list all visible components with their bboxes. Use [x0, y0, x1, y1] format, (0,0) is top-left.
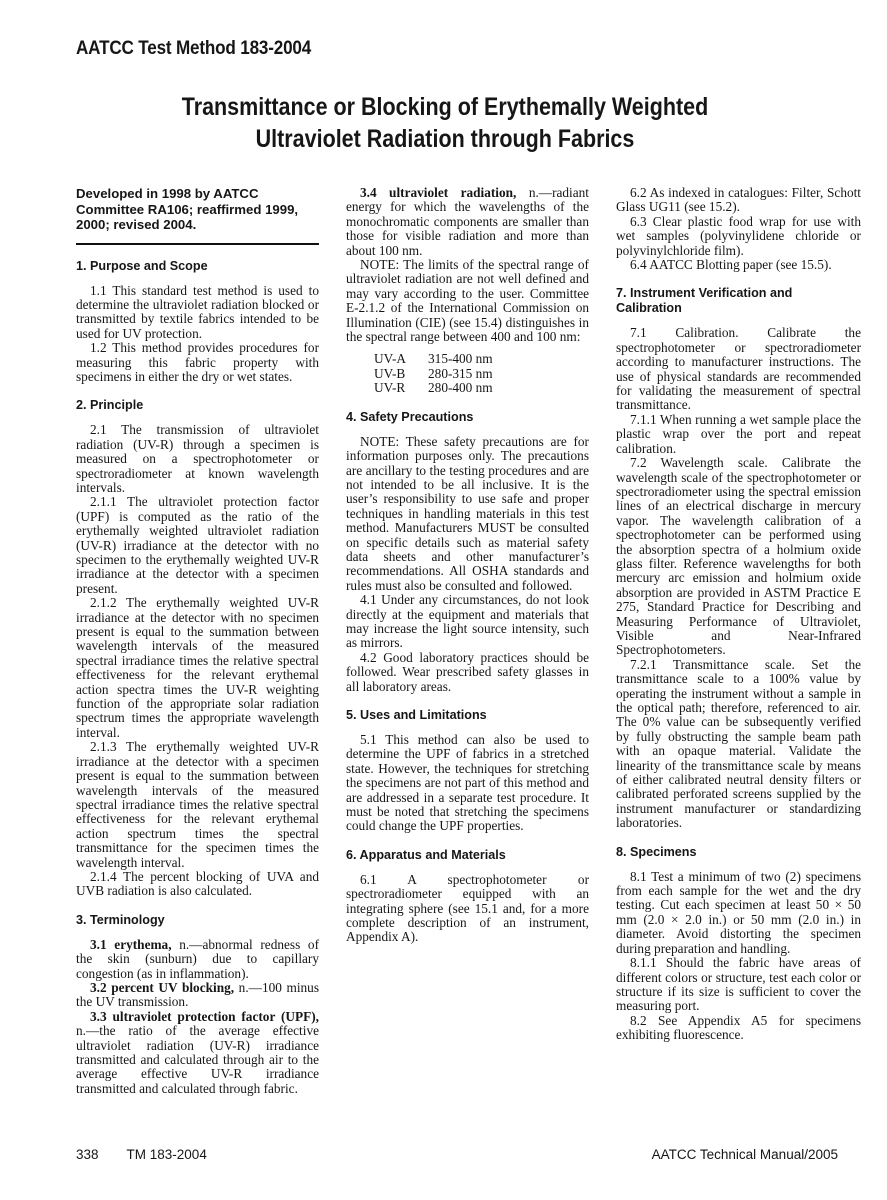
- definition-erythema: [76, 938, 319, 981]
- paragraph-1-2: 1.2 This method provides procedures for measuring this fabric property with specimens in either the dry or wet states.: [76, 340, 319, 384]
- paragraph-6-4: 6.4 AATCC Blotting paper (see 15.5).: [630, 257, 832, 273]
- paragraph-8-1: 8.1 Test a minimum of two (2) specimens from each sample for the wet and the dry testing. Cut each specimen at least 50 × 50 mm (2.0 × 2.0 in.) or 50 mm (2.0 in.) in diameter. Avoid distorting the specimen during preparation and handling.: [616, 868, 861, 956]
- range-cell: 280-400 nm: [428, 380, 493, 396]
- paragraph-2-1-2: 2.1.2 The erythemally weighted UV-R irradiance at the detector with no specimen present is equal to the summation between wavelength intervals of the measured spectral irradiance times the relative spectral effectiveness for the relevant erythemal action spectra times the UV-R weighting function of the appropriate solar radiation spectrum times the appropriate wavelength interval.: [76, 595, 319, 740]
- definition-uv-blocking: [76, 981, 319, 1010]
- document-title-line-1: Transmittance or Blocking of Erythemally Weighted: [181, 93, 709, 121]
- section-heading-purpose: 1. Purpose and Scope: [76, 258, 208, 273]
- section-heading-safety: 4. Safety Precautions: [346, 409, 474, 424]
- paragraph-1-1: 1.1 This standard test method is used to determine the ultraviolet radiation blocked or transmitted by textile fabrics intended to be used for UV protection.: [76, 282, 319, 341]
- document-title-line-2: Ultraviolet Radiation through Fabrics: [255, 125, 635, 153]
- page-footer-right: AATCC Technical Manual/2005: [651, 1147, 838, 1162]
- page-number: 338: [76, 1147, 99, 1162]
- footer-method-label: TM 183-2004: [126, 1147, 207, 1162]
- paragraph-6-1: 6.1 A spectrophotometer or spectroradiometer equipped with an integrating sphere (see 15.1 and, for a more complete description of an instrument, Appendix A).: [346, 871, 589, 945]
- paragraph-7-2: 7.2 Wavelength scale. Calibrate the wavelength scale of the spectrophotometer or spectroradiometer using the spectral emission lines of an electrical discharge in mercury vapor. The wavelength calibration of a spectrophotometer can be performed using the absorption spectra of a holmium oxide glass filter. Reference wavelengths for both mercury arc emission and holmium oxide absorption are provided in ASTM Practice E 275, Standard Practice for Describing and Measuring Performance of Ultraviolet, Visible and Near-Infrared Spectrophotometers.: [616, 455, 861, 658]
- terminology-note: NOTE: The limits of the spectral range of ultraviolet radiation are not well defined and may vary according to the user. Committee E-2.1.2 of the International Commission on Illumination (CIE) (see 15.4) distinguishes in the spectral range between 400 and 100 nm:: [346, 257, 589, 345]
- definition-upf: [76, 1010, 319, 1096]
- table-row: [374, 381, 515, 395]
- term-label: 3.3 ultraviolet protection factor (UPF),: [90, 1008, 319, 1024]
- paragraph-7-1-1: 7.1.1 When running a wet sample place the plastic wrap over the port and repeat calibration.: [616, 411, 861, 456]
- section-heading-terminology: 3. Terminology: [76, 912, 165, 927]
- text-column-3: [616, 186, 861, 1043]
- term-text: n.—abnormal redness of the skin (sunburn) due to capillary congestion (as in inflammation).: [76, 936, 319, 981]
- table-row: [374, 352, 515, 366]
- term-text: n.—100 minus the UV transmission.: [76, 979, 319, 1010]
- paragraph-4-2: 4.2 Good laboratory practices should be followed. Wear prescribed safety glasses in all laboratory areas.: [346, 649, 589, 694]
- paragraph-5-1: 5.1 This method can also be used to determine the UPF of fabrics in a stretched state. However, the techniques for stretching the specimens are not part of this method and are addressed in a separate test procedure. It must be noted that stretching the specimens could change the UPF properties.: [346, 732, 589, 834]
- band-cell: UV-B: [374, 365, 406, 381]
- term-text: n.—radiant energy for which the wavelengths of the monochromatic components are smaller than those for visible radiation and more than about 100 nm.: [346, 185, 590, 258]
- range-cell: 280-315 nm: [428, 365, 493, 381]
- paragraph-8-2: 8.2 See Appendix A5 for specimens exhibiting fluorescence.: [616, 1012, 861, 1043]
- paragraph-6-3: 6.3 Clear plastic food wrap for use with wet samples (polyvinylidene chloride or polyvinylchloride film).: [616, 213, 861, 258]
- method-number-header: AATCC Test Method 183-2004: [76, 38, 312, 59]
- section-heading-principle: 2. Principle: [76, 398, 144, 413]
- section-heading-apparatus: 6. Apparatus and Materials: [346, 847, 506, 862]
- paragraph-4-1: 4.1 Under any circumstances, do not look directly at the equipment and materials that may increase the light source intensity, such as mirrors.: [346, 592, 589, 651]
- paragraph-7-2-1: 7.2.1 Transmittance scale. Set the transmittance scale to a 100% value by operating the instrument without a sample in the optical path; therefore, referenced to air. The 0% value can be subsequently verified by fully obstructing the sample beam path with an opaque material. Validate the linearity of the transmittance scale by means of either calibrated neutral density filters or calibrated perforated screens supplied by the instrument manufacturer or standardizing laboratories.: [616, 656, 861, 831]
- text-column-2: [346, 186, 589, 945]
- uv-range-table: [374, 352, 515, 395]
- term-text: n.—the ratio of the average effective ultraviolet radiation (UV-R) irradiance transmitted and calculated through air to the average effective UV-R irradiance transmitted and calculated through fabric.: [76, 1023, 319, 1096]
- paragraph-7-1: 7.1 Calibration. Calibrate the spectrophotometer or spectroradiometer according to manufacturer instructions. The use of physical standards are recommended for validating the measurement of spectral transmittance.: [616, 325, 861, 413]
- term-label: 3.1 erythema,: [90, 936, 172, 952]
- section-heading-specimens: 8. Specimens: [616, 844, 697, 859]
- paragraph-6-2: 6.2 As indexed in catalogues: Filter, Schott Glass UG11 (see 15.2).: [616, 185, 861, 215]
- paragraph-2-1: 2.1 The transmission of ultraviolet radiation (UV-R) through a specimen is measured on a spectrophotometer or spectroradiometer at known wavelength intervals.: [76, 422, 319, 495]
- range-cell: 315-400 nm: [428, 351, 493, 367]
- definition-uv-radiation: [346, 186, 589, 258]
- table-row: [374, 367, 515, 381]
- development-note: Developed in 1998 by AATCC Committee RA106; reaffirmed 1999, 2000; revised 2004.: [76, 186, 319, 245]
- paragraph-2-1-4: 2.1.4 The percent blocking of UVA and UVB radiation is also calculated.: [76, 868, 319, 899]
- section-heading-uses: 5. Uses and Limitations: [346, 708, 487, 722]
- term-label: 3.2 percent UV blocking,: [90, 979, 235, 995]
- band-cell: UV-A: [374, 351, 407, 367]
- paragraph-2-1-1: 2.1.1 The ultraviolet protection factor (UPF) is computed as the ratio of the erythemally weighted ultraviolet radiation (UV-R) irradiance at the detector with no specimen to the erythemally weighted UV-R irradiance at the detector with a specimen present.: [76, 494, 319, 596]
- section-heading-verification: 7. Instrument Verification and Calibration: [616, 286, 793, 316]
- text-column-1: [76, 186, 319, 1096]
- safety-note: NOTE: These safety precautions are for information purposes only. The precautions are ancillary to the testing procedures and are not intended to be all inclusive. It is the user’s responsibility to use safe and proper techniques in handling materials in this test method. Manufacturers MUST be consulted on specific details such as material safety data sheets and other manufacturer’s recommendations. All OSHA standards and rules must also be consulted and followed.: [346, 433, 589, 593]
- paragraph-2-1-3: 2.1.3 The erythemally weighted UV-R irradiance at the detector with a specimen present is equal to the summation between wavelength intervals of the measured spectral irradiance times the relative spectral effectiveness for the relevant erythemal action spectrum times the spectral transmittance for the specimen times the wavelength interval.: [76, 739, 319, 870]
- band-cell: UV-R: [374, 380, 406, 396]
- paragraph-8-1-1: 8.1.1 Should the fabric have areas of different colors or structure, test each color or structure if its size is sufficient to cover the measuring port.: [616, 955, 861, 1014]
- page-footer-left: [76, 1147, 207, 1162]
- term-label: 3.4 ultraviolet radiation,: [360, 185, 517, 200]
